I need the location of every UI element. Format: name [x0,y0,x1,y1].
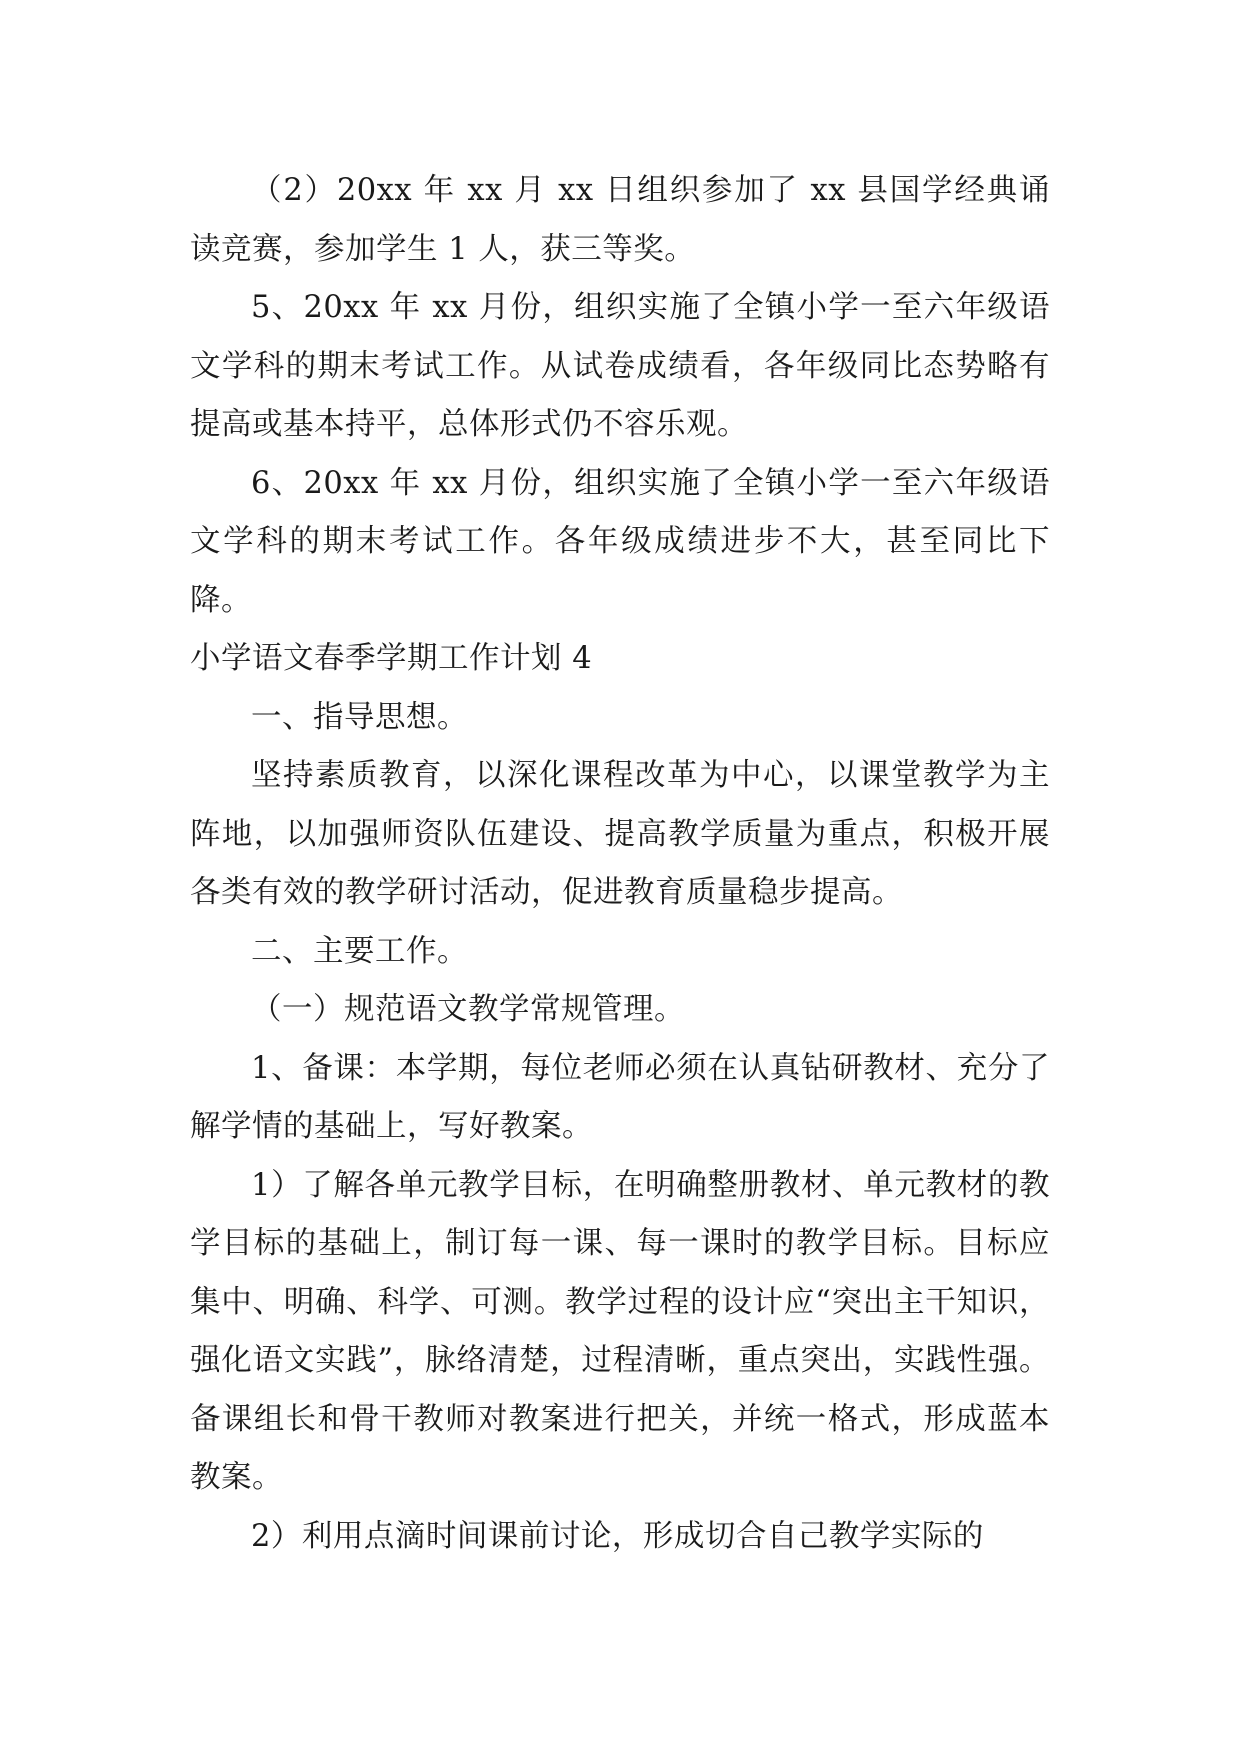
paragraph-award: （2）20xx 年 xx 月 xx 日组织参加了 xx 县国学经典诵读竞赛，参加学生 1 人，获三等奖。 [190,173,1050,267]
heading-main-work: 二、主要工作。 [251,933,468,969]
document-page [190,162,1050,1566]
subheading-routine-management: （一）规范语文教学常规管理。 [251,992,685,1027]
paragraph-item-5: 5、20xx 年 xx 月份，组织实施了全镇小学一至六年级语文学科的期末考试工作。从试卷成绩看，各年级同比态势略有提高或基本持平，总体形式仍不容乐观。 [190,290,1050,442]
paragraph-teaching-goals: 1）了解各单元教学目标，在明确整册教材、单元教材的教学目标的基础上，制订每一课、每一课时的教学目标。目标应集中、明确、科学、可测。教学过程的设计应“突出主干知识，强化语文实践”，脉络清楚，过程清晰，重点突出，实践性强。备课组长和骨干教师对教案进行把关，并统一格式，形成蓝本教案。 [190,1167,1050,1495]
paragraph-guiding-thought: 坚持素质教育，以深化课程改革为中心，以课堂教学为主阵地，以加强师资队伍建设、提高教学质量为重点，积极开展各类有效的教学研讨活动，促进教育质量稳步提高。 [190,758,1050,910]
paragraph-item-6: 6、20xx 年 xx 月份，组织实施了全镇小学一至六年级语文学科的期末考试工作。各年级成绩进步不大，甚至同比下降。 [190,465,1050,618]
heading-guiding-thought: 一、指导思想。 [251,699,468,735]
paragraph-discussion: 2）利用点滴时间课前讨论，形成切合自己教学实际的 [251,1518,984,1554]
section-title: 小学语文春季学期工作计划 4 [190,641,593,676]
paragraph-lesson-prep: 1、备课：本学期，每位老师必须在认真钻研教材、充分了解学情的基础上，写好教案。 [190,1050,1050,1144]
